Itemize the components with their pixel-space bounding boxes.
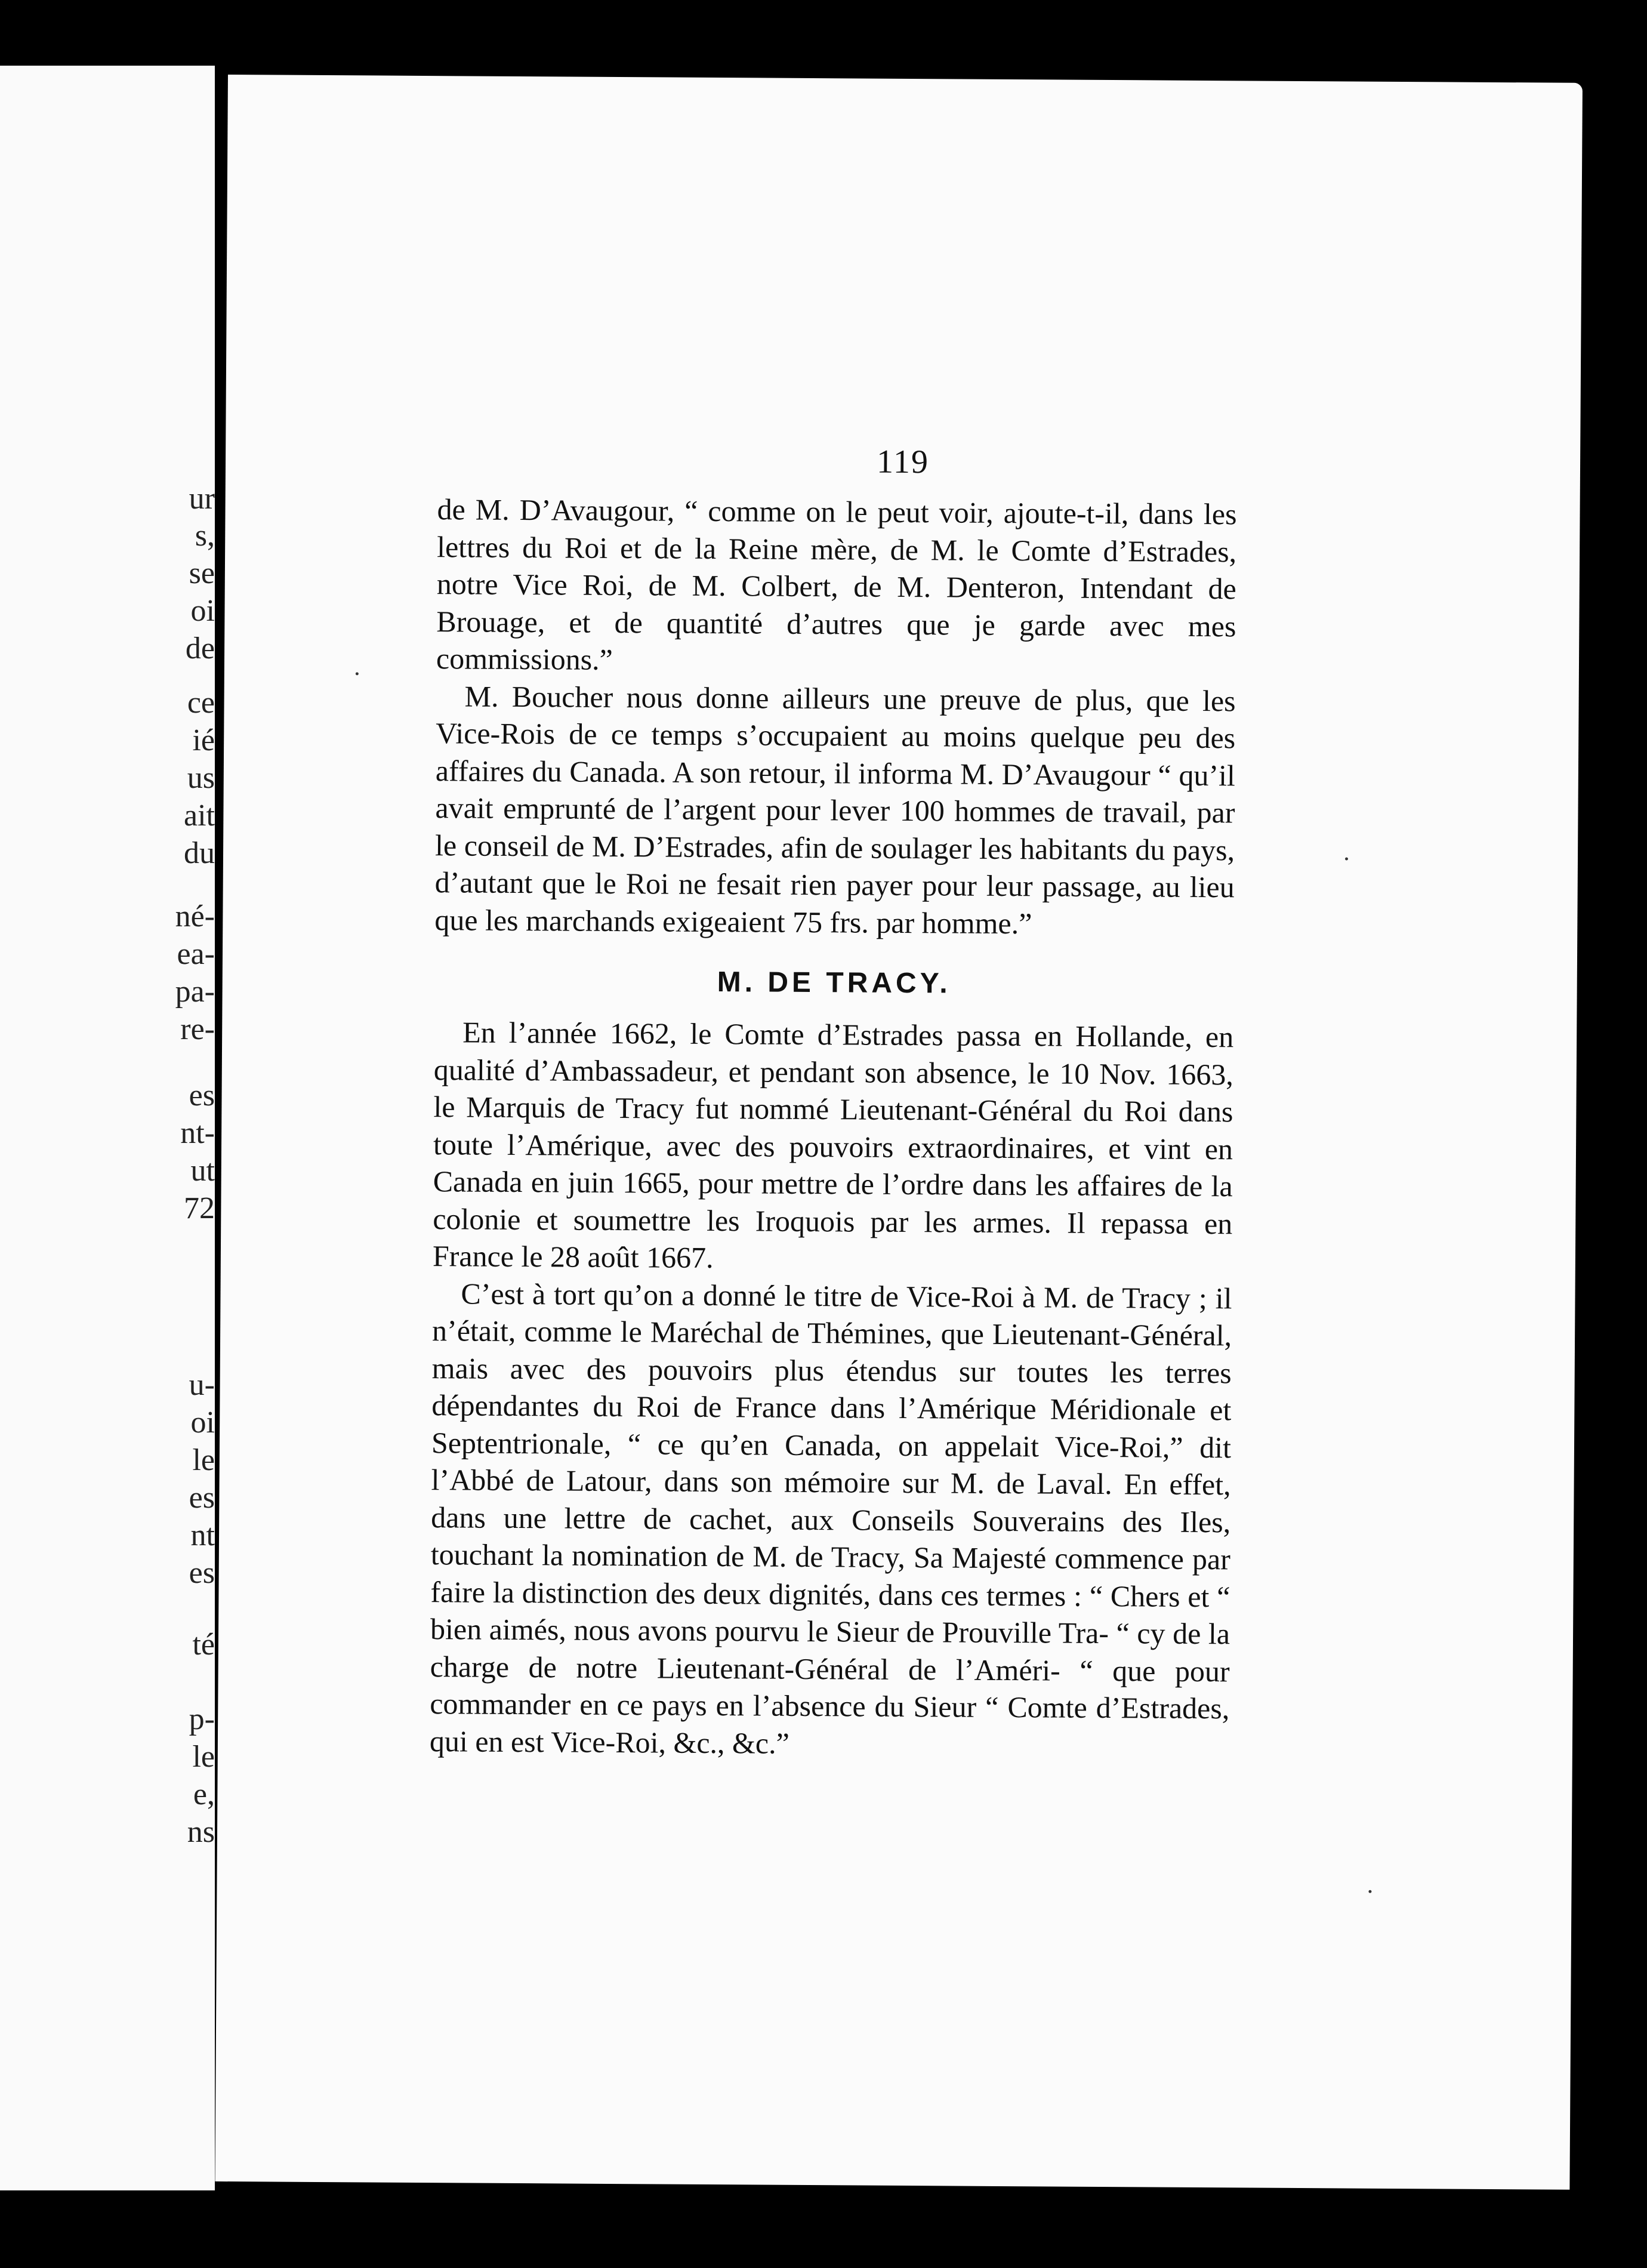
page-number: 119 <box>876 443 930 481</box>
left-margin-fragment: nt <box>190 1518 215 1552</box>
left-margin-fragment: ea- <box>177 937 215 971</box>
left-margin-fragment: ur <box>189 482 215 516</box>
left-margin-fragment: 72 <box>184 1191 215 1225</box>
left-margin-fragment: re- <box>180 1012 215 1046</box>
scan-speck <box>356 672 359 675</box>
left-margin-fragment: ut <box>190 1154 215 1188</box>
right-page <box>215 75 1583 2190</box>
scan-speck <box>1345 857 1348 860</box>
paragraph-3: En l’année 1662, le Comte d’Estrades passa en Hollande, en qualité d’Ambassadeur, et pendant son absence, le 10 Nov. 1663, le Marquis de Tracy fut nommé Lieutenant-Général du Roi dans toute l’Amérique, avec des pouvoirs extraordinaires, et vint en Canada en juin 1665, pour mettre de l’ordre dans les affaires de la colonie et soumettre les Iroquois par les armes. Il repassa en France le 28 août 1667. <box>432 1015 1234 1275</box>
left-margin-fragment: ié <box>192 723 215 757</box>
left-margin-fragment: du <box>184 836 215 870</box>
left-margin-fragment: p- <box>189 1702 215 1736</box>
left-margin-fragment: oi <box>190 1406 215 1440</box>
scan-speck <box>1368 1890 1371 1893</box>
paragraph-1: de M. D’Avaugour, “ comme on le peut voir, ajoute-t-il, dans les lettres du Roi et de la Reine mère, de M. le Comte d’Estrades, notre Vice Roi, de M. Colbert, de M. Denteron, Intendant de Brouage, et de quantité d’autres que je garde avec mes commissions.” <box>436 492 1237 676</box>
left-margin-fragment: pa- <box>175 975 215 1009</box>
left-margin-fragment: s, <box>195 519 215 553</box>
left-margin-fragment: u- <box>189 1368 215 1402</box>
left-margin-fragment: ait <box>184 799 215 833</box>
left-margin-fragment: né- <box>175 899 215 933</box>
paragraph-4: C’est à tort qu’on a donné le titre de Vice-Roi à M. de Tracy ; il n’était, comme le Maréchal de Thémines, que Lieutenant-Général, mais avec des pouvoirs plus étendus sur toutes les terres dépendantes du Roi de France dans l’Amérique Méridionale et Septentrionale, “ ce qu’en Canada, on appelait Vice-Roi,” dit l’Abbé de Latour, dans son mémoire sur M. de Laval. En effet, dans une lettre de cachet, aux Conseils Souverains des Iles, touchant la nomination de M. de Tracy, Sa Majesté commence par faire la distinction des deux dignités, dans ces termes : “ Chers et “ bien aimés, nous avons pourvu le Sieur de Prouville Tra- “ cy de la charge de notre Lieutenant-Général de l’Améri- “ que pour commander en ce pays en l’absence du Sieur “ Comte d’Estrades, qui en est Vice-Roi, &c., &c.” <box>429 1276 1232 1760</box>
left-margin-fragment: us <box>187 761 215 795</box>
left-margin-fragment: ce <box>187 686 215 720</box>
left-margin-fragment: le <box>192 1443 215 1477</box>
left-margin-fragment: se <box>189 556 215 590</box>
left-margin-fragment: es <box>189 1078 215 1113</box>
left-margin-fragment: es <box>189 1481 215 1515</box>
left-page-fragment <box>0 66 215 2190</box>
left-margin-fragment: nt- <box>180 1116 215 1150</box>
paragraph-2: M. Boucher nous donne ailleurs une preuve de plus, que les Vice-Rois de ce temps s’occupaient au moins quelque peu des affaires du Canada. A son retour, il informa M. D’Avaugour “ qu’il avait emprunté de l’argent pour lever 100 hommes de travail, par le conseil de M. D’Estrades, afin de soulager les habitants du pays, d’autant que le Roi ne fesait rien payer pour leur passage, au lieu que les marchands exigeaient 75 frs. par homme.” <box>434 679 1236 940</box>
left-margin-fragment: le <box>192 1740 215 1774</box>
left-margin-fragment: es <box>189 1556 215 1590</box>
left-margin-fragment: de <box>185 631 215 665</box>
left-margin-fragment: ns <box>187 1815 215 1849</box>
left-margin-fragment: oi <box>190 594 215 628</box>
section-heading: M. DE TRACY. <box>717 966 951 1000</box>
left-margin-fragment: e, <box>193 1777 215 1811</box>
body-text <box>430 491 1237 1764</box>
left-margin-fragment: té <box>192 1628 215 1662</box>
